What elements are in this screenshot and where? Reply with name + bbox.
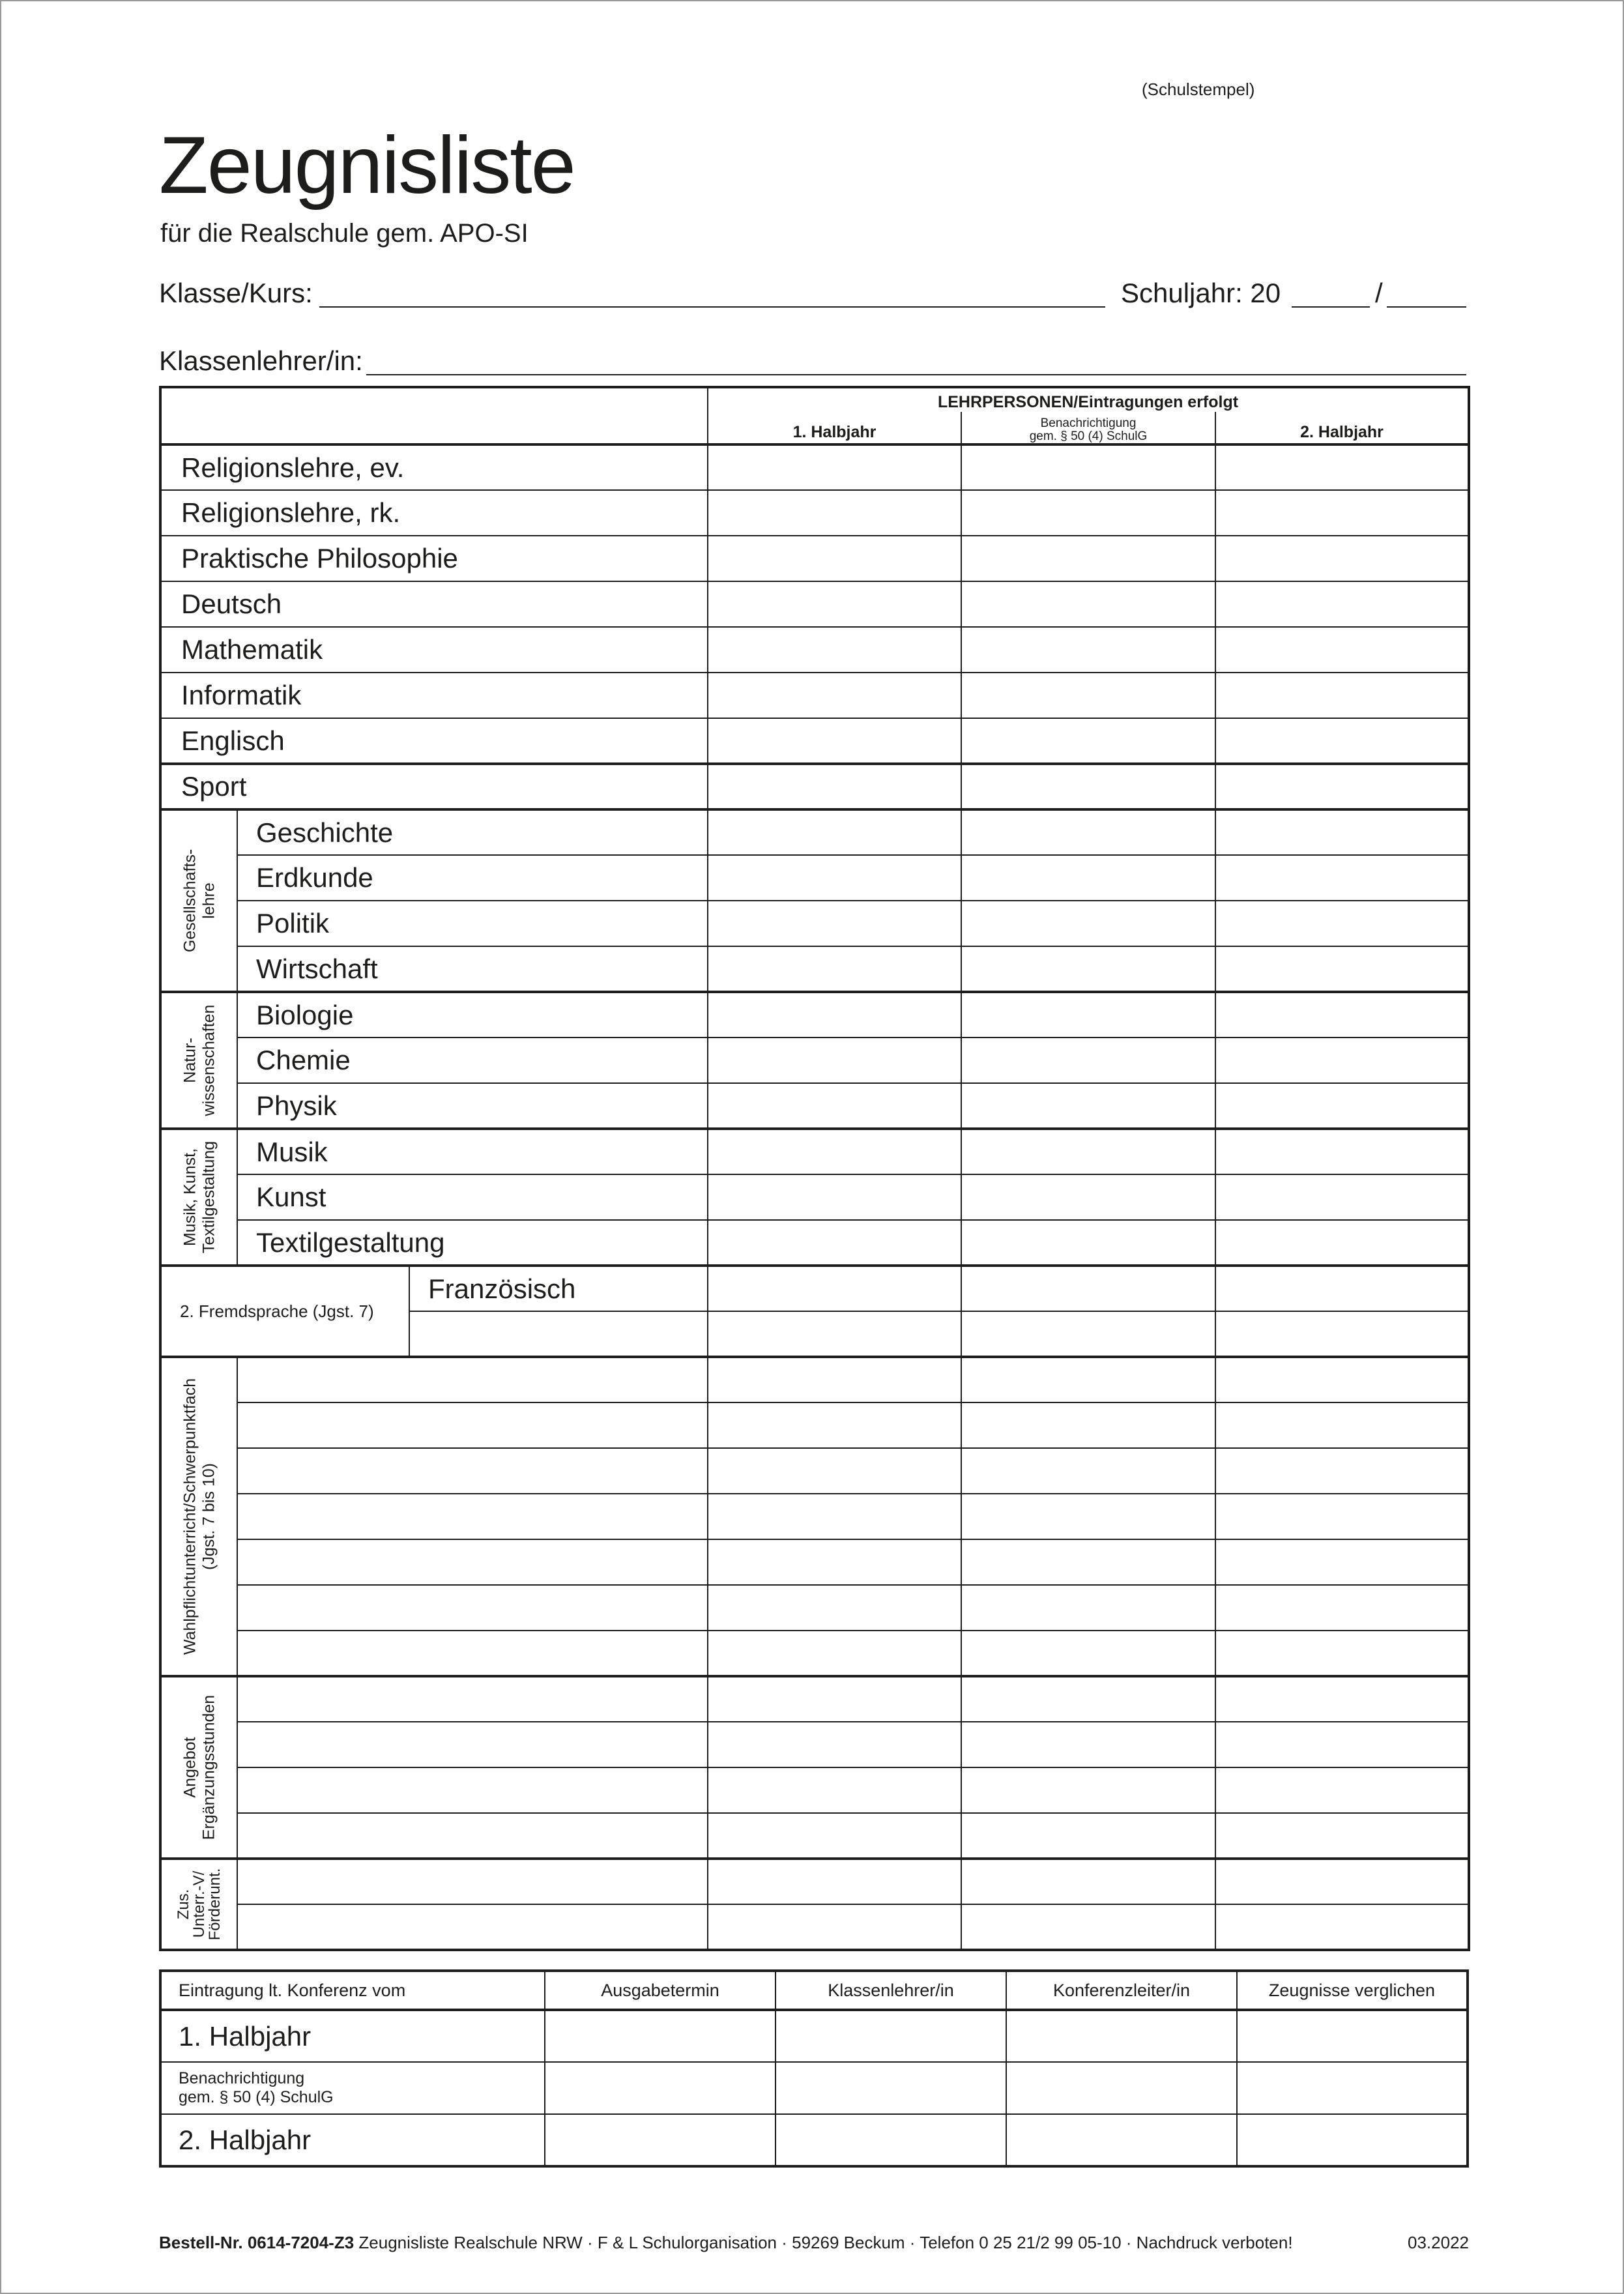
entry-cell[interactable] <box>1215 1266 1469 1311</box>
entry-cell[interactable] <box>1215 901 1469 946</box>
entry-cell[interactable] <box>961 1494 1215 1539</box>
blank-subject-cell[interactable] <box>237 1402 708 1448</box>
entry-cell[interactable] <box>708 1266 961 1311</box>
entry-cell[interactable] <box>708 1585 961 1631</box>
subject-textilgestaltung: Textilgestaltung <box>237 1220 708 1266</box>
entry-cell[interactable] <box>1215 673 1469 718</box>
conference-table <box>159 1969 1469 2168</box>
group-label-text: Gesellschafts- lehre <box>180 849 218 953</box>
group-label-zusatzunterricht <box>160 1859 237 1950</box>
entry-cell[interactable] <box>961 1813 1215 1859</box>
entry-cell[interactable] <box>1215 992 1469 1038</box>
entry-cell[interactable] <box>1215 490 1469 536</box>
blank-subject-cell[interactable] <box>237 1859 708 1904</box>
entry-cell[interactable] <box>776 2010 1006 2062</box>
entry-cell[interactable] <box>961 764 1215 809</box>
entry-cell[interactable] <box>1215 809 1469 855</box>
header-blank-cell <box>160 387 708 444</box>
group-label-text: Angebot Ergänzungsstunden <box>180 1694 218 1840</box>
entry-cell[interactable] <box>961 1448 1215 1494</box>
entry-cell[interactable] <box>961 1539 1215 1585</box>
footer-date: 03.2022 <box>1408 2233 1469 2252</box>
group-label-text: Natur- wissenschaften <box>180 1004 218 1116</box>
entry-cell[interactable] <box>708 1676 961 1722</box>
entry-cell[interactable] <box>961 1904 1215 1950</box>
entry-cell[interactable] <box>1215 536 1469 581</box>
entry-cell[interactable] <box>1215 1904 1469 1950</box>
entry-cell[interactable] <box>708 581 961 627</box>
konferenzleiter-header: Konferenzleiter/in <box>1006 1971 1237 2010</box>
entry-cell[interactable] <box>961 992 1215 1038</box>
entry-cell[interactable] <box>708 1539 961 1585</box>
entry-cell[interactable] <box>1215 1311 1469 1357</box>
entry-cell[interactable] <box>1215 1722 1469 1767</box>
entry-cell[interactable] <box>1215 627 1469 673</box>
entry-cell[interactable] <box>1215 1631 1469 1676</box>
entry-cell[interactable] <box>961 490 1215 536</box>
entry-cell[interactable] <box>961 627 1215 673</box>
entry-cell[interactable] <box>1215 1859 1469 1904</box>
blank-subject-cell[interactable] <box>237 1585 708 1631</box>
page-title: Zeugnisliste <box>159 121 575 211</box>
blank-subject-cell[interactable] <box>237 1448 708 1494</box>
blank-subject-cell[interactable] <box>237 1722 708 1767</box>
entry-cell[interactable] <box>961 1767 1215 1813</box>
entry-cell[interactable] <box>961 1722 1215 1767</box>
col-header-h1: 1. Halbjahr <box>708 412 961 444</box>
entry-cell[interactable] <box>708 490 961 536</box>
entry-cell[interactable] <box>961 581 1215 627</box>
subject-mathematik: Mathematik <box>160 627 708 673</box>
klasse-label: Klasse/Kurs: <box>159 278 313 308</box>
entry-cell[interactable] <box>1215 1676 1469 1722</box>
group-label-gesellschaftslehre <box>160 809 237 992</box>
entry-cell[interactable] <box>708 1311 961 1357</box>
entry-cell[interactable] <box>708 1083 961 1129</box>
row-label-notice: Benachrichtigung gem. § 50 (4) SchulG <box>160 2062 545 2114</box>
subject-geschichte: Geschichte <box>237 809 708 855</box>
entry-cell[interactable] <box>961 946 1215 992</box>
entry-cell[interactable] <box>1215 1129 1469 1174</box>
entry-cell[interactable] <box>1215 1813 1469 1859</box>
blank-subject-cell[interactable] <box>409 1311 708 1357</box>
entry-cell[interactable] <box>1215 581 1469 627</box>
blank-subject-cell[interactable] <box>237 1494 708 1539</box>
entry-cell[interactable] <box>708 673 961 718</box>
entry-cell[interactable] <box>708 764 961 809</box>
entry-cell[interactable] <box>708 901 961 946</box>
row-label-h2: 2. Halbjahr <box>160 2114 545 2166</box>
subject-musik: Musik <box>237 1129 708 1174</box>
entry-cell[interactable] <box>708 1402 961 1448</box>
schuljahr-label: Schuljahr: 20 <box>1121 278 1281 308</box>
zeugnisse-verglichen-header: Zeugnisse verglichen <box>1237 1971 1468 2010</box>
entry-cell[interactable] <box>961 1676 1215 1722</box>
subject-franzoesisch: Französisch <box>409 1266 708 1311</box>
entry-cell[interactable] <box>1215 1539 1469 1585</box>
entry-cell[interactable] <box>961 809 1215 855</box>
entry-cell[interactable] <box>708 1813 961 1859</box>
entry-cell[interactable] <box>961 901 1215 946</box>
entry-cell[interactable] <box>1237 2114 1468 2166</box>
klassenlehrer-label: Klassenlehrer/in: <box>159 345 363 376</box>
group-label-wahlpflicht <box>160 1357 237 1676</box>
entry-cell[interactable] <box>708 1448 961 1494</box>
conference-date-header: Eintragung lt. Konferenz vom <box>160 1971 545 2010</box>
entry-cell[interactable] <box>708 992 961 1038</box>
subject-englisch: Englisch <box>160 718 708 764</box>
col-header-notice: Benachrichtigung gem. § 50 (4) SchulG <box>961 412 1215 444</box>
subject-erdkunde: Erdkunde <box>237 855 708 901</box>
row-label-h1: 1. Halbjahr <box>160 2010 545 2062</box>
subject-informatik: Informatik <box>160 673 708 718</box>
entry-cell[interactable] <box>708 1859 961 1904</box>
subject-biologie: Biologie <box>237 992 708 1038</box>
blank-subject-cell[interactable] <box>237 1813 708 1859</box>
entry-cell[interactable] <box>961 536 1215 581</box>
entry-cell[interactable] <box>776 2062 1006 2114</box>
subject-kunst: Kunst <box>237 1174 708 1220</box>
group-label-text: Musik, Kunst, Textilgestaltung <box>180 1140 218 1254</box>
entry-cell[interactable] <box>1215 1767 1469 1813</box>
footer <box>159 2233 1293 2253</box>
entry-cell[interactable] <box>961 1266 1215 1311</box>
subject-politik: Politik <box>237 901 708 946</box>
entry-cell[interactable] <box>1215 1038 1469 1083</box>
subject-physik: Physik <box>237 1083 708 1129</box>
entry-cell[interactable] <box>961 1859 1215 1904</box>
entry-cell[interactable] <box>961 1038 1215 1083</box>
blank-subject-cell[interactable] <box>237 1904 708 1950</box>
entry-cell[interactable] <box>1006 2114 1237 2166</box>
entry-cell[interactable] <box>1237 2010 1468 2062</box>
page-subtitle: für die Realschule gem. APO-SI <box>160 219 529 248</box>
blank-subject-cell[interactable] <box>237 1676 708 1722</box>
entry-cell[interactable] <box>1215 1585 1469 1631</box>
entry-cell[interactable] <box>708 718 961 764</box>
footer-text: Zeugnisliste Realschule NRW · F & L Schulorganisation · 59269 Beckum · Telefon 0 25 21/2 99 05-10 · Nachdruck verboten! <box>354 2233 1293 2252</box>
teachers-header: LEHRPERSONEN/Eintragungen erfolgt <box>708 387 1469 412</box>
entry-cell[interactable] <box>961 855 1215 901</box>
entry-cell[interactable] <box>708 1038 961 1083</box>
ausgabetermin-header: Ausgabetermin <box>545 1971 776 2010</box>
entry-cell[interactable] <box>961 1357 1215 1402</box>
entry-cell[interactable] <box>545 2010 776 2062</box>
entry-cell[interactable] <box>961 673 1215 718</box>
school-stamp-label: (Schulstempel) <box>1142 80 1255 99</box>
entry-cell[interactable] <box>961 1402 1215 1448</box>
entry-cell[interactable] <box>961 718 1215 764</box>
entry-cell[interactable] <box>545 2062 776 2114</box>
entry-cell[interactable] <box>1215 1357 1469 1402</box>
entry-cell[interactable] <box>961 1585 1215 1631</box>
entry-cell[interactable] <box>708 1722 961 1767</box>
schuljahr-end-line[interactable] <box>1387 306 1466 308</box>
entry-cell[interactable] <box>708 1767 961 1813</box>
entry-cell[interactable] <box>1006 2062 1237 2114</box>
entry-cell[interactable] <box>1215 764 1469 809</box>
klasse-input-line[interactable] <box>319 306 1105 308</box>
subject-chemie: Chemie <box>237 1038 708 1083</box>
entry-cell[interactable] <box>1006 2010 1237 2062</box>
entry-cell[interactable] <box>961 1129 1215 1174</box>
schuljahr-start-line[interactable] <box>1292 306 1370 308</box>
entry-cell[interactable] <box>708 444 961 490</box>
blank-subject-cell[interactable] <box>237 1767 708 1813</box>
order-number: Bestell-Nr. 0614-7204-Z3 <box>159 2233 355 2252</box>
entry-cell[interactable] <box>961 1083 1215 1129</box>
entry-cell[interactable] <box>961 1631 1215 1676</box>
subject-religion-rk: Religionslehre, rk. <box>160 490 708 536</box>
entry-cell[interactable] <box>545 2114 776 2166</box>
subject-wirtschaft: Wirtschaft <box>237 946 708 992</box>
entry-cell[interactable] <box>1215 718 1469 764</box>
col-header-h2: 2. Halbjahr <box>1215 412 1469 444</box>
entry-cell[interactable] <box>1215 1448 1469 1494</box>
subject-religion-ev: Religionslehre, ev. <box>160 444 708 490</box>
entry-cell[interactable] <box>1215 946 1469 992</box>
subject-sport: Sport <box>160 764 708 809</box>
group-label-naturwissenschaften <box>160 992 237 1129</box>
blank-subject-cell[interactable] <box>237 1631 708 1676</box>
entry-cell[interactable] <box>1215 1174 1469 1220</box>
entry-cell[interactable] <box>1215 1494 1469 1539</box>
entry-cell[interactable] <box>708 1494 961 1539</box>
entry-cell[interactable] <box>708 946 961 992</box>
entry-cell[interactable] <box>961 1220 1215 1266</box>
entry-cell[interactable] <box>1215 1402 1469 1448</box>
entry-cell[interactable] <box>708 536 961 581</box>
group-label-text: Wahlpflichtunterricht/Schwerpunktfach (Jgst. 7 bis 10) <box>180 1378 218 1655</box>
klassenlehrer-input-line[interactable] <box>366 374 1466 375</box>
subject-table <box>159 386 1470 1951</box>
blank-subject-cell[interactable] <box>237 1357 708 1402</box>
entry-cell[interactable] <box>1215 1083 1469 1129</box>
klassenlehrer-header: Klassenlehrer/in <box>776 1971 1006 2010</box>
blank-subject-cell[interactable] <box>237 1539 708 1585</box>
subject-deutsch: Deutsch <box>160 581 708 627</box>
entry-cell[interactable] <box>1215 855 1469 901</box>
entry-cell[interactable] <box>708 1129 961 1174</box>
entry-cell[interactable] <box>1237 2062 1468 2114</box>
entry-cell[interactable] <box>961 444 1215 490</box>
entry-cell[interactable] <box>1215 444 1469 490</box>
subject-philosophie: Praktische Philosophie <box>160 536 708 581</box>
entry-cell[interactable] <box>708 1220 961 1266</box>
entry-cell[interactable] <box>708 627 961 673</box>
entry-cell[interactable] <box>708 1174 961 1220</box>
entry-cell[interactable] <box>708 809 961 855</box>
entry-cell[interactable] <box>708 855 961 901</box>
foreign-language-label: 2. Fremdsprache (Jgst. 7) <box>160 1266 409 1357</box>
entry-cell[interactable] <box>708 1631 961 1676</box>
entry-cell[interactable] <box>776 2114 1006 2166</box>
entry-cell[interactable] <box>961 1311 1215 1357</box>
entry-cell[interactable] <box>1215 1220 1469 1266</box>
group-label-text: Zus. Unterr.-V/ Förderunt. <box>174 1868 224 1941</box>
entry-cell[interactable] <box>708 1904 961 1950</box>
entry-cell[interactable] <box>961 1174 1215 1220</box>
group-label-musik-kunst <box>160 1129 237 1266</box>
group-label-ergaenzungsstunden <box>160 1676 237 1859</box>
entry-cell[interactable] <box>708 1357 961 1402</box>
schuljahr-separator: / <box>1375 278 1383 308</box>
